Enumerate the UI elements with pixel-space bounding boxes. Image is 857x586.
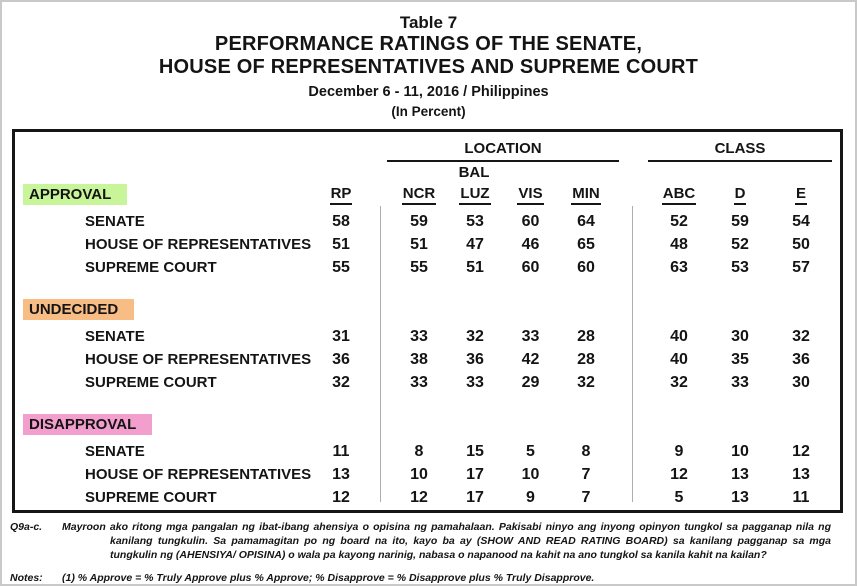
table-body	[15, 182, 840, 509]
row-label: SENATE	[85, 213, 145, 230]
value-cell: 33	[410, 373, 428, 391]
row-label: SENATE	[85, 328, 145, 345]
location-group-header: LOCATION	[387, 140, 619, 162]
section-label-cell	[23, 414, 313, 435]
table-row	[23, 371, 840, 394]
question-number-label: Q9a-c.	[10, 521, 43, 533]
ratings-table	[12, 129, 843, 513]
row-label: HOUSE OF REPRESENTATIVES	[85, 466, 312, 483]
section-label-cell	[23, 299, 313, 320]
table-row	[23, 210, 840, 233]
row-label: SUPREME COURT	[85, 489, 217, 506]
column-header-cell	[772, 185, 830, 203]
value-cell: 65	[577, 235, 595, 253]
value-cell: 58	[332, 212, 350, 230]
value-cell: 32	[332, 373, 350, 391]
value-cell: 31	[332, 327, 350, 345]
value-cell: 51	[410, 235, 428, 253]
value-cell: 5	[526, 442, 535, 460]
section-rows	[23, 210, 840, 279]
survey-date-subtitle: December 6 - 11, 2016 / Philippines	[308, 84, 549, 100]
table-row	[23, 486, 840, 509]
value-cell: 28	[577, 350, 595, 368]
table-row	[23, 440, 840, 463]
value-cell: 33	[410, 327, 428, 345]
notes-label: Notes:	[10, 572, 43, 584]
section-header-row	[23, 412, 840, 436]
row-label: SENATE	[85, 443, 145, 460]
value-cell: 60	[521, 258, 540, 276]
value-cell: 38	[410, 350, 428, 368]
value-cell: 12	[332, 488, 350, 506]
value-cell: 10	[521, 465, 540, 483]
value-cell: 60	[577, 258, 595, 276]
value-cell: 32	[670, 373, 688, 391]
table-number: Table 7	[399, 13, 458, 32]
value-cell: 30	[792, 373, 810, 391]
value-cell: 7	[581, 488, 591, 506]
section-rows	[23, 440, 840, 509]
value-cell: 36	[466, 350, 484, 368]
column-header: MIN	[571, 185, 601, 205]
table-row	[23, 463, 840, 486]
value-cell: 15	[466, 442, 484, 460]
value-cell: 30	[731, 327, 749, 345]
notes-text: (1) % Approve = % Truly Approve plus % Approve; % Disapprove = % Disapprove plus % Truly Disapprove.	[62, 572, 595, 584]
value-cell: 9	[674, 442, 684, 460]
row-label: HOUSE OF REPRESENTATIVES	[85, 351, 312, 368]
value-cell: 11	[792, 488, 810, 506]
column-header-cell	[391, 185, 447, 203]
value-cell: 11	[332, 442, 350, 460]
value-cell: 48	[670, 235, 688, 253]
column-header: NCR	[402, 185, 437, 205]
value-cell: 55	[410, 258, 428, 276]
table-row	[23, 348, 840, 371]
value-cell: 50	[792, 235, 810, 253]
value-cell: 12	[670, 465, 688, 483]
value-cell: 46	[521, 235, 540, 253]
value-cell: 36	[792, 350, 810, 368]
value-cell: 33	[731, 373, 749, 391]
value-cell: 28	[577, 327, 595, 345]
value-cell: 33	[466, 373, 484, 391]
column-divider-location	[380, 206, 381, 502]
column-header: ABC	[662, 185, 697, 205]
value-cell: 13	[731, 465, 749, 483]
value-cell: 13	[332, 465, 350, 483]
value-cell: 32	[577, 373, 595, 391]
section-label-cell	[23, 184, 313, 205]
column-header: LUZ	[459, 185, 490, 205]
value-cell: 13	[731, 488, 749, 506]
value-cell: 12	[410, 488, 428, 506]
value-cell: 36	[332, 350, 350, 368]
value-cell: 40	[670, 350, 688, 368]
value-cell: 13	[792, 465, 810, 483]
column-header-cell	[708, 185, 772, 203]
section-label: DISAPPROVAL	[23, 414, 152, 435]
question-text: Mayroon ako ritong mga pangalan ng ibat-ibang ahensiya o opisina ng pamahalaan. Pakisabi ninyo ang inyong opinyon tungkol sa pagganap nila ng kanilang tungkulin. Sa pamamagitan po ng board na ito, kayo ba ay (SHOW AND READ RATING BOARD) sa kanilang pagganap sa mga tungkulin ng (AHENSIYA/ OPISINA) o wala pa kayong narinig, nabasa o napanood na kahit na ano tungkol sa kanila kahit na kailan?	[62, 521, 831, 561]
value-cell: 8	[414, 442, 424, 460]
unit-note: (In Percent)	[391, 104, 466, 119]
column-header-cell	[650, 185, 708, 203]
value-cell: 51	[332, 235, 350, 253]
value-cell: 59	[731, 212, 749, 230]
title-line-1: PERFORMANCE RATINGS OF THE SENATE,	[214, 33, 643, 55]
section-header-row	[23, 182, 840, 206]
table-row	[23, 233, 840, 256]
row-label: SUPREME COURT	[85, 374, 217, 391]
value-cell: 10	[410, 465, 428, 483]
question-footnote	[10, 520, 845, 562]
table-row	[23, 256, 840, 279]
column-header: RP	[330, 185, 353, 205]
value-cell: 64	[577, 212, 595, 230]
column-divider-class	[632, 206, 633, 502]
value-cell: 53	[466, 212, 484, 230]
value-cell: 7	[581, 465, 591, 483]
value-cell: 59	[410, 212, 428, 230]
value-cell: 53	[731, 258, 749, 276]
value-cell: 40	[670, 327, 688, 345]
value-cell: 12	[792, 442, 810, 460]
value-cell: 8	[581, 442, 591, 460]
column-header-cell	[558, 185, 614, 203]
value-cell: 63	[670, 258, 688, 276]
section-label: APPROVAL	[23, 184, 127, 205]
value-cell: 42	[521, 350, 540, 368]
value-cell: 9	[526, 488, 535, 506]
class-group-header: CLASS	[648, 140, 832, 162]
column-header: E	[795, 185, 807, 205]
value-cell: 51	[466, 258, 484, 276]
column-header-cell	[503, 185, 558, 203]
title-line-2: HOUSE OF REPRESENTATIVES AND SUPREME COURT	[158, 56, 699, 78]
column-header-cell	[447, 185, 503, 203]
value-cell: 32	[792, 327, 810, 345]
value-cell: 57	[792, 258, 810, 276]
value-cell: 52	[731, 235, 749, 253]
row-label: HOUSE OF REPRESENTATIVES	[85, 236, 312, 253]
notes-footnote	[10, 571, 845, 585]
value-cell: 33	[521, 327, 540, 345]
value-cell: 5	[674, 488, 684, 506]
value-cell: 17	[466, 465, 484, 483]
value-cell: 32	[466, 327, 484, 345]
value-cell: 35	[731, 350, 749, 368]
bal-sublabel: BAL	[458, 164, 490, 181]
footnotes	[10, 520, 845, 585]
column-header: D	[734, 185, 747, 205]
section-header-row	[23, 297, 840, 321]
column-header: VIS	[517, 185, 543, 205]
section-label: UNDECIDED	[23, 299, 134, 320]
value-cell: 10	[731, 442, 749, 460]
value-cell: 29	[521, 373, 540, 391]
value-cell: 47	[466, 235, 484, 253]
row-label: SUPREME COURT	[85, 259, 217, 276]
value-cell: 52	[670, 212, 688, 230]
value-cell: 17	[466, 488, 484, 506]
table-row	[23, 325, 840, 348]
title-block	[2, 13, 855, 119]
value-cell: 55	[332, 258, 350, 276]
value-cell: 60	[521, 212, 540, 230]
section-rows	[23, 325, 840, 394]
column-header-cell	[313, 185, 369, 203]
value-cell: 54	[792, 212, 810, 230]
